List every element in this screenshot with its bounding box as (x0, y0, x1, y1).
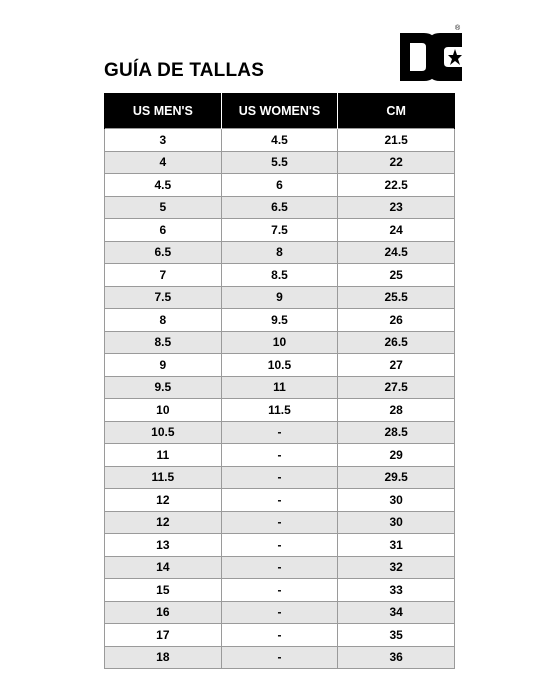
size-chart-table (104, 93, 455, 669)
cell-us-womens: 6.5 (221, 196, 338, 219)
header-cm: CM (338, 93, 455, 129)
cell-us-mens: 10 (105, 399, 222, 422)
cell-us-womens: 9 (221, 286, 338, 309)
table-row (105, 579, 455, 602)
header-us-womens: US WOMEN'S (221, 93, 338, 129)
cell-cm: 24.5 (338, 241, 455, 264)
cell-us-mens: 12 (105, 511, 222, 534)
cell-cm: 22 (338, 151, 455, 174)
table-row (105, 624, 455, 647)
cell-us-mens: 4.5 (105, 174, 222, 197)
table-row (105, 376, 455, 399)
cell-us-mens: 9.5 (105, 376, 222, 399)
cell-us-womens: - (221, 421, 338, 444)
cell-us-womens: 7.5 (221, 219, 338, 242)
table-row (105, 556, 455, 579)
cell-us-mens: 18 (105, 646, 222, 669)
cell-us-womens: 9.5 (221, 309, 338, 332)
table-row (105, 309, 455, 332)
table-row (105, 196, 455, 219)
cell-us-mens: 5 (105, 196, 222, 219)
cell-us-womens: 11.5 (221, 399, 338, 422)
cell-us-womens: - (221, 489, 338, 512)
table-row (105, 151, 455, 174)
table-row (105, 601, 455, 624)
cell-cm: 29.5 (338, 466, 455, 489)
cell-us-womens: 4.5 (221, 129, 338, 152)
cell-cm: 28.5 (338, 421, 455, 444)
cell-us-womens: 10 (221, 331, 338, 354)
table-row (105, 286, 455, 309)
cell-us-mens: 8.5 (105, 331, 222, 354)
cell-cm: 32 (338, 556, 455, 579)
cell-cm: 31 (338, 534, 455, 557)
table-body (105, 129, 455, 669)
cell-cm: 25.5 (338, 286, 455, 309)
cell-us-mens: 17 (105, 624, 222, 647)
cell-cm: 27.5 (338, 376, 455, 399)
cell-us-womens: 5.5 (221, 151, 338, 174)
cell-us-womens: - (221, 534, 338, 557)
header-us-mens: US MEN'S (105, 93, 222, 129)
cell-us-womens: - (221, 466, 338, 489)
cell-us-mens: 11.5 (105, 466, 222, 489)
table-row (105, 331, 455, 354)
table-row (105, 174, 455, 197)
cell-us-womens: - (221, 601, 338, 624)
cell-cm: 22.5 (338, 174, 455, 197)
cell-us-mens: 14 (105, 556, 222, 579)
table-row (105, 129, 455, 152)
cell-cm: 26.5 (338, 331, 455, 354)
cell-cm: 33 (338, 579, 455, 602)
table-row (105, 444, 455, 467)
cell-us-womens: 6 (221, 174, 338, 197)
dc-logo (400, 33, 462, 81)
table-row (105, 241, 455, 264)
cell-cm: 30 (338, 489, 455, 512)
cell-us-womens: - (221, 646, 338, 669)
cell-us-womens: 11 (221, 376, 338, 399)
cell-cm: 29 (338, 444, 455, 467)
table-row (105, 219, 455, 242)
cell-us-womens: - (221, 624, 338, 647)
table-row (105, 354, 455, 377)
table-row (105, 511, 455, 534)
cell-cm: 35 (338, 624, 455, 647)
cell-cm: 27 (338, 354, 455, 377)
cell-us-mens: 6 (105, 219, 222, 242)
table-row (105, 264, 455, 287)
table-row (105, 534, 455, 557)
cell-cm: 24 (338, 219, 455, 242)
cell-us-womens: - (221, 444, 338, 467)
cell-us-mens: 8 (105, 309, 222, 332)
cell-us-mens: 7.5 (105, 286, 222, 309)
cell-us-mens: 13 (105, 534, 222, 557)
registered-mark: ® (455, 25, 461, 32)
cell-us-mens: 11 (105, 444, 222, 467)
cell-us-mens: 10.5 (105, 421, 222, 444)
page-title: GUÍA DE TALLAS (104, 60, 265, 81)
cell-cm: 23 (338, 196, 455, 219)
table-header-row (105, 93, 455, 129)
cell-us-mens: 15 (105, 579, 222, 602)
cell-cm: 34 (338, 601, 455, 624)
cell-cm: 30 (338, 511, 455, 534)
table-row (105, 489, 455, 512)
table-row (105, 421, 455, 444)
dc-star-icon (400, 33, 462, 81)
cell-us-womens: 8.5 (221, 264, 338, 287)
cell-us-womens: - (221, 556, 338, 579)
cell-us-mens: 9 (105, 354, 222, 377)
cell-us-womens: - (221, 579, 338, 602)
table-row (105, 646, 455, 669)
cell-us-mens: 4 (105, 151, 222, 174)
cell-us-mens: 12 (105, 489, 222, 512)
cell-us-womens: 10.5 (221, 354, 338, 377)
cell-cm: 28 (338, 399, 455, 422)
cell-us-mens: 3 (105, 129, 222, 152)
cell-us-mens: 7 (105, 264, 222, 287)
cell-cm: 25 (338, 264, 455, 287)
cell-us-womens: - (221, 511, 338, 534)
cell-us-womens: 8 (221, 241, 338, 264)
cell-cm: 36 (338, 646, 455, 669)
cell-us-mens: 16 (105, 601, 222, 624)
cell-us-mens: 6.5 (105, 241, 222, 264)
table-row (105, 466, 455, 489)
table-row (105, 399, 455, 422)
cell-cm: 26 (338, 309, 455, 332)
cell-cm: 21.5 (338, 129, 455, 152)
